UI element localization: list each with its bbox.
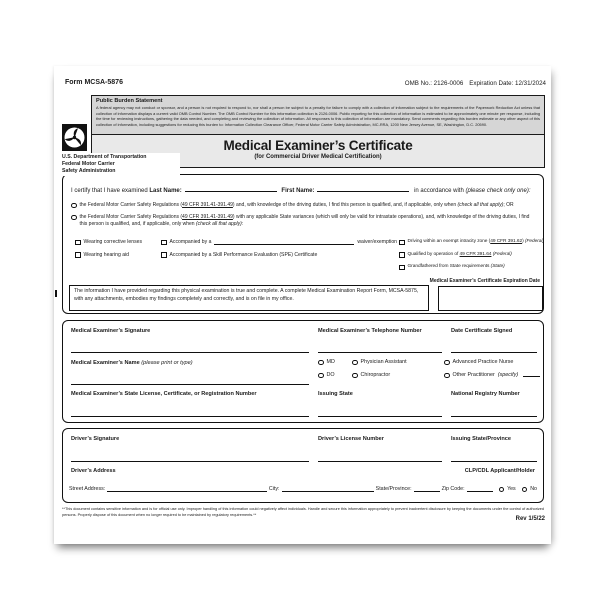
checkbox-column-3 <box>399 239 545 277</box>
agency-line-3: Safety Administration <box>62 167 116 174</box>
degree-other-practitioner: Other Practitioner (specify) <box>444 372 540 378</box>
driver-issuing-line[interactable] <box>451 461 537 462</box>
expiration-date: Expiration Date: 12/31/2024 <box>469 80 546 87</box>
agency-block <box>62 153 180 176</box>
page-subtitle: (for Commercial Driver Medical Certification) <box>254 154 382 160</box>
degree-chiropractor: Chiropractor <box>352 372 444 378</box>
checkbox-hearing-aid <box>75 252 159 258</box>
do-radio[interactable] <box>318 373 324 379</box>
state-province-line[interactable] <box>414 487 440 492</box>
burden-body: A federal agency may not conduct or sponsor, and a person is not required to respond to, nor shall a person be subject to a penalty for failure to comply with a collection of information subject to the requirements of the Paperwork Reduction Act unless that collection of information displays a current valid OMB Control Number. The OMB Control Number for this information collection is 2126-0006. Public reporting for this collection of information is estimated to be approximately one minute per response, including the time for reviewing instructions, gathering the data needed, and completing and reviewing the collection of information. All responses to this collection of information are mandatory. Send comments regarding this burden estimate or any other aspect of this collection of information, including suggestions for reducing this burden to: Information Collection Clearance Officer, Federal Motor Carrier Safety Administration, MC-RRA, 1200 New Jersey Avenue, SE, Washington, D.C. 20590. <box>96 105 540 127</box>
checkbox-grandfathered <box>399 264 545 270</box>
hearing-aid-checkbox[interactable] <box>75 252 81 258</box>
medical-examiner-section <box>62 320 544 423</box>
registry-number-line[interactable] <box>451 416 537 417</box>
checkbox-column-1 <box>75 239 159 264</box>
certification-section <box>62 174 544 314</box>
waiver-pre-label: Accompanied by a <box>169 239 212 245</box>
grandfathered-checkbox[interactable] <box>399 265 405 271</box>
option2-text: the Federal Motor Carrier Safety Regulations (49 CFR 391.41-391.49) with any applicable State variances (which will only be valid for intrastate operations), and, with knowledge of the driving duties, I find this person is qualified, and, if applicable, only when (check all that apply): <box>79 214 530 227</box>
spe-label: Accompanied by a Skill Performance Evaluation (SPE) Certificate <box>169 251 318 258</box>
burden-title: Public Burden Statement <box>96 98 163 104</box>
public-burden-statement <box>91 95 545 135</box>
clp-yes-option: Yes <box>499 486 516 492</box>
first-name-line[interactable] <box>317 187 409 192</box>
clp-cdl-label: CLP/CDL Applicant/Holder <box>464 468 535 474</box>
intracity-checkbox[interactable] <box>399 240 405 246</box>
first-name-label: First Name: <box>281 188 315 194</box>
corrective-lenses-checkbox[interactable] <box>75 240 81 246</box>
omb-number: OMB No.: 2126-0006 <box>404 80 464 87</box>
checkbox-corrective-lenses <box>75 239 159 245</box>
driver-license-label: Driver’s License Number <box>318 436 384 442</box>
corrective-lenses-label: Wearing corrective lenses <box>83 239 143 245</box>
grandfathered-label: Grandfathered from State requirements (State) <box>407 264 505 269</box>
degree-advanced-practice-nurse: Advanced Practice Nurse <box>444 359 540 365</box>
option1-text: the Federal Motor Carrier Safety Regulations (49 CFR 391.41-391.49) and, with knowledge of the driving duties, I find this person is qualified, and, if applicable, only when (check all that apply); OR <box>79 202 514 208</box>
sensitive-info-disclaimer: **This document contains sensitive information and is for official use only. Improper handling of this information could negatively affect individuals. Handle and secure this information appropriately to prevent inadvertent disclosure by keeping the documents under the control of authorized persons. Properly dispose of this document when no longer required to be maintained by regulatory requirements.** <box>62 507 544 517</box>
city-label: City: <box>268 486 280 492</box>
examiner-phone-label: Medical Examiner’s Telephone Number <box>318 328 422 334</box>
registry-number-label: National Registry Number <box>451 391 520 397</box>
last-name-line[interactable] <box>185 187 277 192</box>
degree-row-2 <box>318 372 540 378</box>
certify-line <box>71 187 537 194</box>
degree-md: MD <box>318 359 352 365</box>
registration-mark <box>55 290 57 297</box>
driver-issuing-label: Issuing State/Province <box>451 436 511 442</box>
examiner-phone-line[interactable] <box>318 352 442 353</box>
expiration-date-label: Medical Examiner’s Certificate Expiration Date <box>429 278 540 284</box>
spe-checkbox[interactable] <box>161 252 167 258</box>
degree-physician-assistant: Physician Assistant <box>352 359 444 365</box>
address-row <box>69 486 537 492</box>
intracity-label: Driving within an exempt intracity zone (49 CFR 391.62) (Federal) <box>407 239 544 244</box>
omb-line <box>399 80 546 87</box>
expiration-date-box[interactable] <box>438 286 543 311</box>
operation-label: Qualified by operation of 49 CFR 391.64 (Federal) <box>407 251 512 257</box>
form-number: Form MCSA-5876 <box>65 79 123 86</box>
driver-section <box>62 428 544 503</box>
other-practitioner-line[interactable] <box>523 373 540 377</box>
chiropractor-radio[interactable] <box>352 373 358 379</box>
zip-code-label: Zip Code: <box>441 486 465 492</box>
examiner-license-line[interactable] <box>71 416 309 417</box>
examiner-name-label: Medical Examiner’s Name (please print or type) <box>71 360 193 366</box>
clp-no-radio[interactable] <box>522 487 528 493</box>
waiver-post-label: waiver/exemption <box>357 239 397 245</box>
driver-signature-line[interactable] <box>71 461 309 462</box>
waiver-row <box>170 239 398 245</box>
street-address-label: Street Address: <box>69 486 106 492</box>
checkbox-column-2 <box>161 239 397 264</box>
issuing-state-line[interactable] <box>318 416 442 417</box>
agency-line-2: Federal Motor Carrier <box>62 160 115 167</box>
degree-do: DO <box>318 372 352 378</box>
operation-checkbox[interactable] <box>399 252 405 258</box>
checkbox-intracity <box>399 239 545 245</box>
driver-signature-label: Driver’s Signature <box>71 436 120 442</box>
physician-assistant-radio[interactable] <box>352 360 358 366</box>
checkbox-spe <box>161 252 397 258</box>
examiner-name-line[interactable] <box>71 384 309 385</box>
hearing-aid-label: Wearing hearing aid <box>83 251 129 258</box>
option-federal-regs <box>71 202 537 209</box>
check-one-hint: (please check only one): <box>465 188 531 194</box>
examiner-license-label: Medical Examiner’s State License, Certificate, or Registration Number <box>71 391 257 397</box>
advanced-practice-nurse-radio[interactable] <box>444 360 450 366</box>
md-radio[interactable] <box>318 360 324 366</box>
agency-line-1: U.S. Department of Transportation <box>62 154 147 160</box>
state-province-label: State/Province: <box>375 486 412 492</box>
date-signed-label: Date Certificate Signed <box>451 328 513 334</box>
option-state-variances <box>71 214 537 228</box>
certify-prefix: I certify that I have examined <box>71 188 148 194</box>
city-line[interactable] <box>282 487 374 492</box>
clp-yes-radio[interactable] <box>499 487 505 493</box>
examiner-signature-line[interactable] <box>71 352 309 353</box>
form-page <box>54 66 551 544</box>
degree-row-1 <box>318 359 540 365</box>
checkbox-operation-391-64 <box>399 252 545 258</box>
usdot-triskelion-logo-icon <box>62 124 87 151</box>
date-signed-line[interactable] <box>451 352 537 353</box>
checkbox-waiver <box>161 239 397 245</box>
waiver-checkbox[interactable] <box>161 240 167 246</box>
page-title: Medical Examiner’s Certificate <box>223 138 413 153</box>
other-practitioner-radio[interactable] <box>444 373 450 379</box>
option2-radio[interactable] <box>71 215 77 221</box>
waiver-type-line[interactable] <box>214 241 354 245</box>
accordance-text: in accordance with <box>414 188 464 194</box>
zip-code-line[interactable] <box>467 487 493 492</box>
last-name-label: Last Name: <box>149 188 182 194</box>
issuing-state-label: Issuing State <box>318 391 353 397</box>
examiner-signature-label: Medical Examiner’s Signature <box>71 328 151 334</box>
option1-radio[interactable] <box>71 203 77 209</box>
street-address-line[interactable] <box>107 487 267 492</box>
revision-label: Rev 1/5/22 <box>515 516 545 522</box>
driver-address-label: Driver’s Address <box>71 468 116 474</box>
driver-license-line[interactable] <box>318 461 442 462</box>
clp-no-option: No <box>522 486 537 492</box>
examiner-statement: The information I have provided regarding this physical examination is true and complete. A complete Medical Examination Report Form, MCSA-5875, with any attachments, embodies my findings completely and correctly, and is on file in my office. <box>69 285 429 311</box>
